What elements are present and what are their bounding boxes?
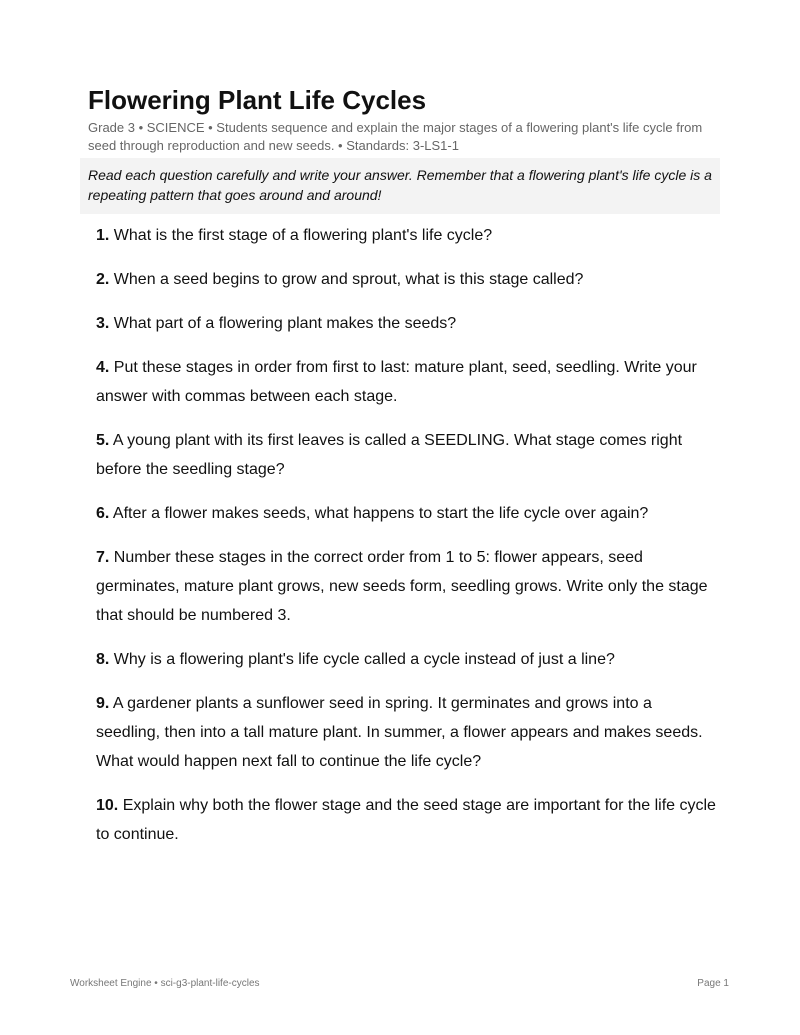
question-item	[96, 426, 720, 484]
question-item	[96, 645, 720, 674]
question-number: 9.	[96, 695, 110, 712]
question-item	[96, 265, 720, 294]
question-item	[96, 791, 720, 849]
footer-source: Worksheet Engine • sci-g3-plant-life-cycles	[70, 978, 260, 989]
question-text: When a seed begins to grow and sprout, what is this stage called?	[113, 271, 584, 288]
question-item	[96, 309, 720, 338]
question-text: Put these stages in order from first to last: mature plant, seed, seedling. Write your answer with commas between each stage.	[96, 359, 697, 405]
question-item	[96, 221, 720, 250]
question-number: 4.	[96, 359, 110, 376]
question-number: 1.	[96, 227, 110, 244]
question-number: 3.	[96, 315, 110, 332]
page-number: Page 1	[697, 978, 729, 989]
question-text: Explain why both the flower stage and the seed stage are important for the life cycle to continue.	[96, 797, 716, 843]
question-list	[96, 221, 720, 864]
question-text: Why is a flowering plant's life cycle called a cycle instead of just a line?	[113, 651, 615, 668]
page-title: Flowering Plant Life Cycles	[88, 85, 427, 115]
question-number: 10.	[96, 797, 119, 814]
instructions-box: Read each question carefully and write your answer. Remember that a flowering plant's life cycle is a repeating pattern that goes around and around!	[80, 158, 720, 214]
question-text: After a flower makes seeds, what happens to start the life cycle over again?	[112, 505, 649, 522]
question-number: 6.	[96, 505, 110, 522]
worksheet-subtitle: Grade 3 • SCIENCE • Students sequence and explain the major stages of a flowering plant's life cycle from seed through reproduction and new seeds. • Standards: 3-LS1-1	[88, 120, 703, 153]
question-text: A young plant with its first leaves is called a SEEDLING. What stage comes right before the seedling stage?	[96, 432, 683, 478]
question-number: 8.	[96, 651, 110, 668]
question-text: What part of a flowering plant makes the seeds?	[113, 315, 457, 332]
question-number: 5.	[96, 432, 110, 449]
question-item	[96, 353, 720, 411]
question-number: 7.	[96, 549, 110, 566]
question-item	[96, 543, 720, 630]
question-item	[96, 499, 720, 528]
question-text: What is the first stage of a flowering plant's life cycle?	[113, 227, 493, 244]
question-text: A gardener plants a sunflower seed in spring. It germinates and grows into a seedling, then into a tall mature plant. In summer, a flower appears and makes seeds. What would happen next fall to continue the life cycle?	[96, 695, 703, 770]
question-text: Number these stages in the correct order from 1 to 5: flower appears, seed germinates, mature plant grows, new seeds form, seedling grows. Write only the stage that should be numbered 3.	[96, 549, 708, 624]
question-item	[96, 689, 720, 776]
question-number: 2.	[96, 271, 110, 288]
